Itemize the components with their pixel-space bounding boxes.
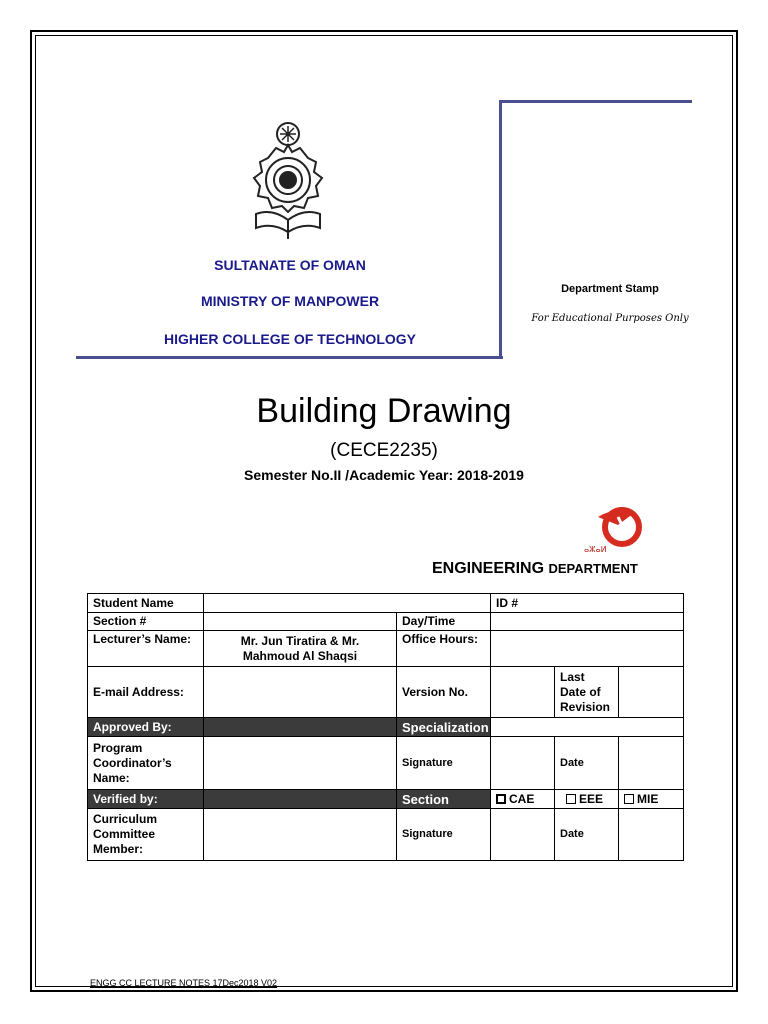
- signature-label: Signature: [397, 737, 491, 790]
- table-row: [88, 718, 684, 737]
- department-logo-text: ⴰⵣⴰⵍ: [584, 545, 607, 554]
- section-option-mie[interactable]: [619, 790, 684, 809]
- program-coordinator-label: Program Coordinator’s Name:: [88, 737, 204, 790]
- header-college: HIGHER COLLEGE OF TECHNOLOGY: [163, 331, 416, 347]
- educational-purposes-note: For Educational Purposes Only: [531, 313, 689, 324]
- curriculum-committee-field[interactable]: [204, 809, 397, 861]
- signature-field[interactable]: [491, 737, 555, 790]
- office-hours-label: Office Hours:: [397, 631, 491, 667]
- semester-info: Semester No.II /Academic Year: 2018-2019: [244, 467, 524, 483]
- id-label: ID #: [491, 594, 684, 613]
- checkbox-mie[interactable]: [624, 794, 634, 804]
- verified-by-field: [204, 790, 397, 809]
- lecturer-name-label: Lecturer’s Name:: [88, 631, 204, 667]
- last-revision-field[interactable]: [619, 667, 684, 718]
- student-name-field[interactable]: [204, 594, 491, 613]
- header-rule-bottom: [76, 356, 503, 359]
- day-time-label: Day/Time: [397, 613, 491, 631]
- table-row: [88, 631, 684, 667]
- version-number-field[interactable]: [491, 667, 555, 718]
- footer-document-code: ENGG CC LECTURE NOTES 17Dec2018 V02: [90, 978, 278, 988]
- table-row: [88, 667, 684, 718]
- specialization-field[interactable]: [491, 718, 684, 737]
- email-address-field[interactable]: [204, 667, 397, 718]
- date-label: Date: [555, 737, 619, 790]
- program-coordinator-field[interactable]: [204, 737, 397, 790]
- date-field-2[interactable]: [619, 809, 684, 861]
- last-revision-label: Last Date of Revision: [555, 667, 619, 718]
- department-logo: [578, 503, 650, 557]
- section-label: Section: [397, 790, 491, 809]
- table-row: [88, 594, 684, 613]
- curriculum-committee-label: Curriculum Committee Member:: [88, 809, 204, 861]
- section-option-eee[interactable]: [555, 790, 619, 809]
- table-row: [88, 790, 684, 809]
- email-address-label: E-mail Address:: [88, 667, 204, 718]
- section-number-field[interactable]: [204, 613, 397, 631]
- date-field[interactable]: [619, 737, 684, 790]
- college-emblem-logo: [238, 118, 338, 240]
- department-name: [432, 560, 638, 578]
- office-hours-field[interactable]: [491, 631, 684, 667]
- department-name-suffix: DEPARTMENT: [548, 561, 638, 576]
- course-code: (CECE2235): [330, 440, 438, 461]
- section-option-cae[interactable]: [491, 790, 555, 809]
- signature-field-2[interactable]: [491, 809, 555, 861]
- approved-by-label: Approved By:: [88, 718, 204, 737]
- checkbox-eee[interactable]: [566, 794, 576, 804]
- section-number-label: Section #: [88, 613, 204, 631]
- department-stamp-label: Department Stamp: [561, 283, 659, 295]
- specialization-label: Specialization: [397, 718, 491, 737]
- option-mie-label: MIE: [637, 791, 659, 806]
- header-rule-top: [499, 100, 692, 103]
- day-time-field[interactable]: [491, 613, 684, 631]
- table-row: [88, 809, 684, 861]
- table-row: [88, 613, 684, 631]
- course-title: Building Drawing: [256, 392, 512, 430]
- lecturer-name-value: Mr. Jun Tiratira & Mr. Mahmoud Al Shaqsi: [204, 631, 397, 667]
- header-country: SULTANATE OF OMAN: [214, 257, 366, 273]
- table-row: [88, 737, 684, 790]
- course-info-table: [87, 593, 684, 861]
- verified-by-label: Verified by:: [88, 790, 204, 809]
- option-eee-label: EEE: [579, 791, 604, 806]
- header-rule-vertical: [499, 100, 502, 359]
- checkbox-cae[interactable]: [496, 794, 506, 804]
- signature-label-2: Signature: [397, 809, 491, 861]
- header-ministry: MINISTRY OF MANPOWER: [200, 293, 380, 309]
- version-number-label: Version No.: [397, 667, 491, 718]
- student-name-label: Student Name: [88, 594, 204, 613]
- approved-by-field: [204, 718, 397, 737]
- option-cae-label: CAE: [509, 791, 535, 806]
- department-name-main: ENGINEERING: [432, 560, 549, 577]
- date-label-2: Date: [555, 809, 619, 861]
